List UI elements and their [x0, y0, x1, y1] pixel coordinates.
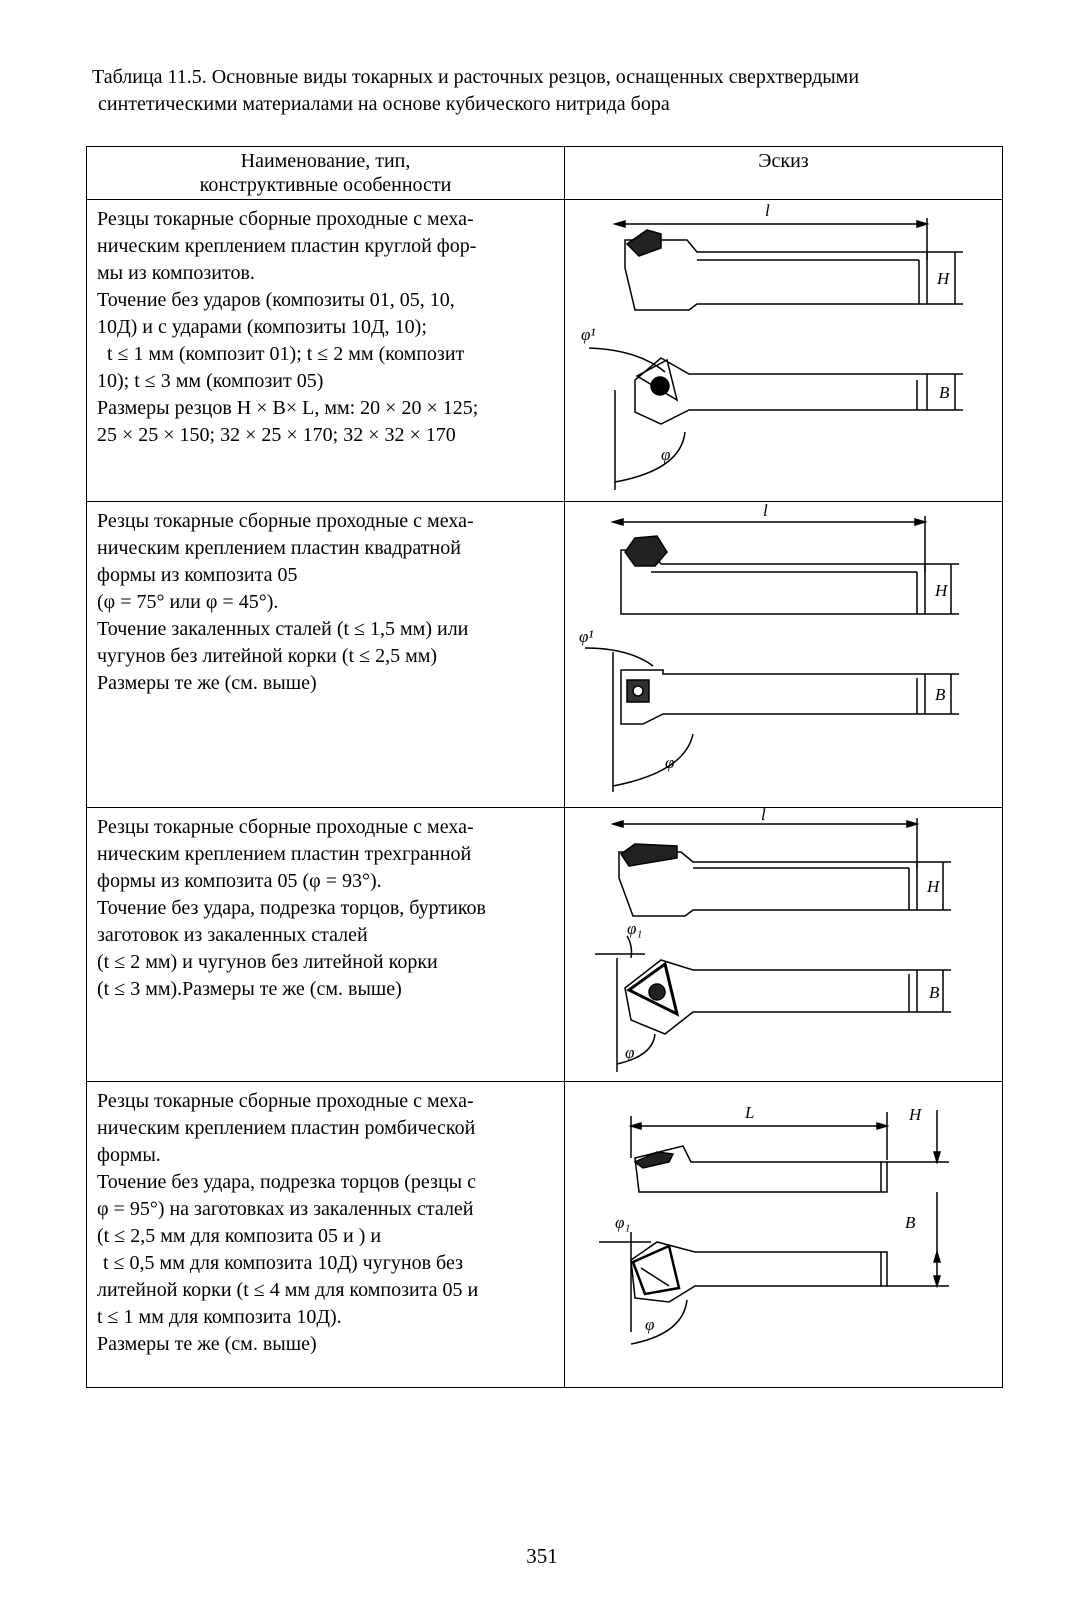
desc-line: ническим креплением пластин квадратной [97, 537, 461, 559]
desc-line: Резцы токарные сборные проходные с меха- [97, 510, 474, 532]
tool-top-view [621, 670, 925, 724]
desc-line: t ≤ 0,5 мм для композита 10Д) чугунов без [103, 1252, 463, 1274]
desc-line: Точение без удара, подрезка торцов (резцы с [97, 1171, 476, 1193]
row-2-sketch [565, 502, 1003, 808]
insert-clamp [621, 844, 677, 866]
desc-line: Резцы токарные сборные проходные с меха- [97, 816, 474, 838]
caption-line-2: синтетическими материалами на основе кубического нитрида бора [98, 93, 670, 115]
table-header-row [87, 147, 1003, 200]
phi-arc [615, 432, 685, 482]
desc-line: (t ≤ 2 мм) и чугунов без литейной корки [97, 951, 438, 973]
height-label: H [935, 581, 948, 600]
height-label: H [937, 269, 950, 288]
header-line-1: Наименование, тип, [240, 150, 411, 172]
desc-line: Размеры те же (см. выше) [97, 1333, 317, 1355]
insert-clamp [627, 230, 661, 256]
row-1-sketch [565, 200, 1003, 502]
phi-arc [617, 1034, 655, 1064]
table-row [87, 1082, 1003, 1388]
row-1-description [87, 200, 565, 502]
desc-line: Точение без ударов (композиты 01, 05, 10, [97, 289, 455, 311]
insert-clamp [625, 536, 667, 566]
width-label: B [939, 383, 950, 402]
round-insert-cutter-sketch [565, 200, 1003, 502]
phi1-label: φ¹ [581, 325, 596, 344]
header-line-2: конструктивные особенности [199, 174, 452, 196]
length-label: l [761, 808, 766, 824]
header-name-type [87, 147, 565, 200]
desc-line: φ = 95°) на заготовках из закаленных сталей [97, 1198, 474, 1220]
tool-top-view [625, 960, 917, 1034]
desc-line: 10Д) и с ударами (композиты 10Д, 10); [97, 316, 427, 338]
tool-top-view [635, 358, 927, 424]
desc-line: формы из композита 05 (φ = 93°). [97, 870, 382, 892]
insert-clamp [635, 1152, 673, 1168]
desc-line: t ≤ 1 мм для композита 10Д). [97, 1306, 342, 1328]
desc-line: заготовок из закаленных сталей [97, 924, 368, 946]
phi-label: φ [665, 753, 675, 772]
desc-line: чугунов без литейной корки (t ≤ 2,5 мм) [97, 645, 438, 667]
phi-label: φ [625, 1043, 635, 1062]
desc-line: Точение без удара, подрезка торцов, буртиков [97, 897, 486, 919]
length-label: l [763, 502, 768, 520]
desc-line: Точение закаленных сталей (t ≤ 1,5 мм) или [97, 618, 469, 640]
desc-line: Резцы токарные сборные проходные с меха- [97, 1090, 474, 1112]
table-row [87, 200, 1003, 502]
desc-line: формы из композита 05 [97, 564, 298, 586]
desc-line: мы из композитов. [97, 262, 255, 284]
row-3-sketch [565, 808, 1003, 1082]
desc-line: Размеры резцов H × B× L, мм: 20 × 20 × 125; [97, 397, 479, 419]
width-label: B [929, 983, 940, 1002]
insert-screw [649, 984, 665, 1000]
insert-screw [651, 377, 669, 395]
phi-arc [631, 1300, 687, 1344]
triangle-insert-cutter-sketch [565, 808, 1003, 1082]
desc-line: литейной корки (t ≤ 4 мм для композита 05 и [97, 1279, 479, 1301]
length-label: l [765, 201, 770, 220]
length-label: L [745, 1103, 755, 1122]
tool-side-view [619, 852, 917, 916]
row-2-description [87, 502, 565, 808]
row-4-sketch [565, 1082, 1003, 1388]
cutters-table [86, 146, 1003, 1388]
row-4-description [87, 1082, 565, 1388]
tool-side-view [621, 550, 925, 614]
insert-screw [633, 686, 643, 696]
desc-line: Резцы токарные сборные проходные с меха- [97, 208, 474, 230]
page-number: 351 [526, 1544, 558, 1568]
height-dim-arrow [934, 1152, 940, 1162]
desc-line: 10); t ≤ 3 мм (композит 05) [97, 370, 324, 392]
caption-line-1: Таблица 11.5. Основные виды токарных и расточных резцов, оснащенных сверхтвердыми [92, 66, 860, 88]
row-3-description [87, 808, 565, 1082]
insert-diagonal [641, 1268, 669, 1286]
table-caption [92, 64, 1022, 118]
desc-line: t ≤ 1 мм (композит 01); t ≤ 2 мм (композит [107, 343, 465, 365]
table-row [87, 502, 1003, 808]
phi1-label: φ₁ [615, 1213, 631, 1232]
desc-line: 25 × 25 × 150; 32 × 25 × 170; 32 × 32 × 170 [97, 424, 456, 446]
height-label: H [909, 1105, 922, 1124]
desc-line: (t ≤ 2,5 мм для композита 05 и ) и [97, 1225, 382, 1247]
desc-line: ническим креплением пластин ромбической [97, 1117, 476, 1139]
phi1-arc [585, 648, 653, 666]
phi-label: φ [645, 1315, 655, 1334]
square-insert-cutter-sketch [565, 502, 1003, 808]
desc-line: (φ = 75° или φ = 45°). [97, 591, 279, 613]
tool-side-view [625, 240, 927, 310]
desc-line: (t ≤ 3 мм).Размеры те же (см. выше) [97, 978, 402, 1000]
rhombic-insert-cutter-sketch [565, 1082, 1003, 1388]
phi-label: φ [661, 445, 671, 464]
desc-line: ническим креплением пластин трехгранной [97, 843, 472, 865]
width-label: B [935, 685, 946, 704]
phi-arc [613, 734, 693, 786]
height-label: H [927, 877, 940, 896]
width-label: B [905, 1213, 916, 1232]
tool-side-view [635, 1146, 887, 1192]
phi1-arc [589, 348, 665, 372]
phi1-label: φ₁ [627, 919, 643, 938]
desc-line: ническим креплением пластин круглой фор- [97, 235, 477, 257]
desc-line: формы. [97, 1144, 161, 1166]
table-row [87, 808, 1003, 1082]
phi1-label: φ¹ [579, 627, 594, 646]
header-sketch: Эскиз [565, 147, 1003, 200]
desc-line: Размеры те же (см. выше) [97, 672, 317, 694]
